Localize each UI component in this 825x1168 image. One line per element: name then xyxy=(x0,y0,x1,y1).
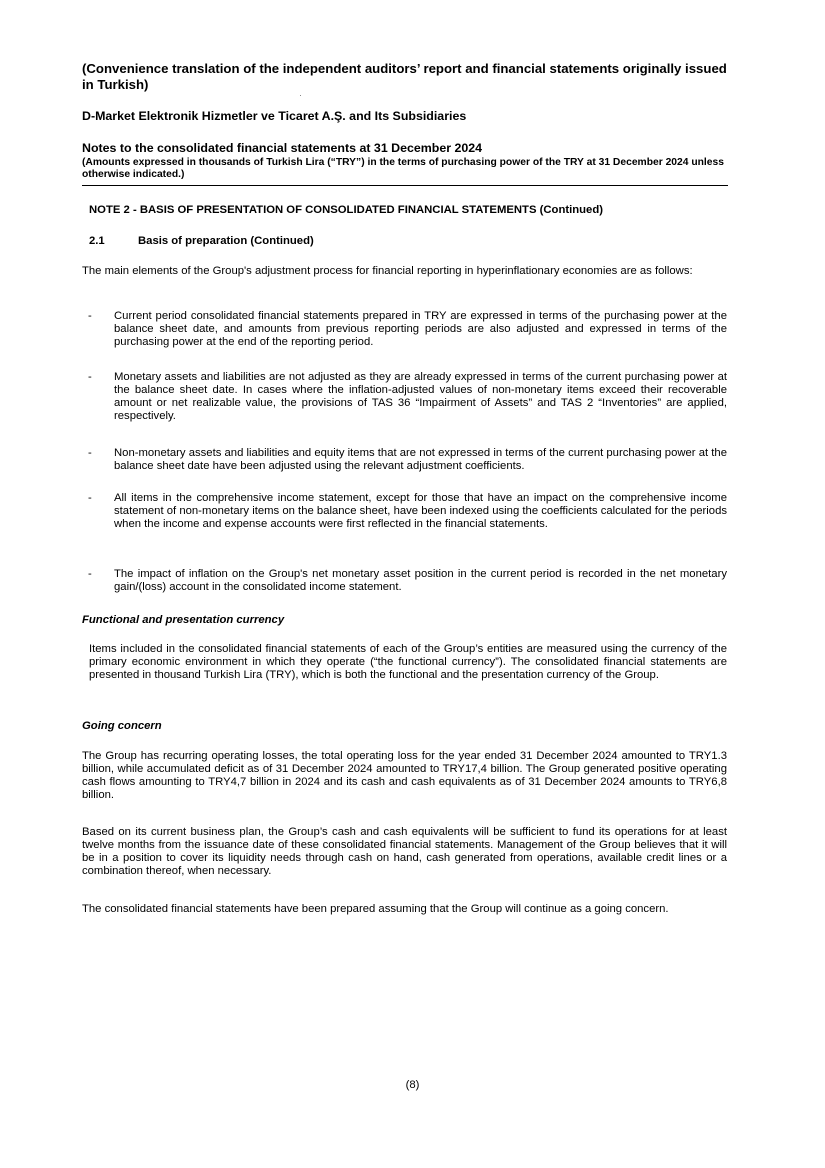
bullet-dash: - xyxy=(88,310,92,322)
bullet-item xyxy=(82,447,727,473)
going-concern-heading: Going concern xyxy=(82,720,162,732)
note-title: NOTE 2 - BASIS OF PRESENTATION OF CONSOLIDATED FINANCIAL STATEMENTS (Continued) xyxy=(89,204,603,216)
bullet-text: Monetary assets and liabilities are not adjusted as they are already expressed in terms of the current purchasing power at the balance sheet date. In cases where the inflation-adjusted values of non-monetary items exceed their recoverable amount or net realizable value, the provisions of TAS 36 “Impairment of Assets” and TAS 2 “Inventories” are applied, respectively. xyxy=(114,371,727,422)
bullet-item xyxy=(82,310,727,349)
bullet-text: Current period consolidated financial statements prepared in TRY are expressed in terms of the purchasing power at the balance sheet date, and amounts from previous reporting periods are also adjusted and expressed in terms of the purchasing power at the end of the reporting period. xyxy=(114,310,727,348)
bullet-dash: - xyxy=(88,568,92,580)
bullet-item xyxy=(82,492,727,531)
scan-speck xyxy=(300,95,301,96)
functional-currency-heading: Functional and presentation currency xyxy=(82,614,285,626)
bullet-dash: - xyxy=(88,371,92,383)
going-concern-paragraph: Based on its current business plan, the Group’s cash and cash equivalents will be sufficient to fund its operations for at least twelve months from the issuance date of these consolidated financial statements. Management of the Group believes that it will be in a position to cover its liquidity needs through cash on hand, cash generated from operations, available credit lines or a combination thereof, when necessary. xyxy=(82,826,727,877)
functional-currency-paragraph: Items included in the consolidated financial statements of each of the Group’s entities are measured using the currency of the primary economic environment in which they operate (“the functional currency”). The consolidated financial statements are presented in thousand Turkish Lira (TRY), which is both the functional and the presentation currency of the Group. xyxy=(89,643,727,681)
going-concern-paragraph: The Group has recurring operating losses, the total operating loss for the year ended 31 December 2024 amounted to TRY1.3 billion, while accumulated deficit as of 31 December 2024 amounted to TRY17,4 billion. The Group generated positive operating cash flows amounting to TRY4,7 billion in 2024 and its cash and cash equivalents as of 31 December 2024 amounts to TRY6,8 billion. xyxy=(82,750,727,801)
bullet-dash: - xyxy=(88,492,92,504)
header-rule xyxy=(82,185,728,186)
bullet-dash: - xyxy=(88,447,92,459)
page-number: (8) xyxy=(405,1079,420,1091)
intro-paragraph: The main elements of the Group's adjustment process for financial reporting in hyperinflationary economies are as follows: xyxy=(82,265,693,277)
convenience-translation-note: (Convenience translation of the independent auditors’ report and financial statements originally issued in Turkish) xyxy=(82,61,727,92)
amounts-note: (Amounts expressed in thousands of Turkish Lira (“TRY”) in the terms of purchasing power of the TRY at 31 December 2024 unless otherwise indicated.) xyxy=(82,157,724,181)
section-number: 2.1 xyxy=(89,235,105,247)
bullet-text: Non-monetary assets and liabilities and equity items that are not expressed in terms of the current purchasing power at the balance sheet date have been adjusted using the relevant adjustment coefficients. xyxy=(114,447,727,472)
section-heading xyxy=(89,235,314,248)
going-concern-paragraph: The consolidated financial statements have been prepared assuming that the Group will continue as a going concern. xyxy=(82,903,669,915)
bullet-item xyxy=(82,568,727,594)
bullet-text: All items in the comprehensive income statement, except for those that have an impact on the comprehensive income statement of non-monetary items on the balance sheet, have been indexed using the coefficients calculated for the periods when the income and expense accounts were first reflected in the financial statements. xyxy=(114,492,727,530)
section-title: Basis of preparation (Continued) xyxy=(138,235,314,247)
bullet-text: The impact of inflation on the Group's net monetary asset position in the current period is recorded in the net monetary gain/(loss) account in the consolidated income statement. xyxy=(114,568,727,593)
bullet-item xyxy=(82,371,727,423)
company-name: D-Market Elektronik Hizmetler ve Ticaret A.Ş. and Its Subsidiaries xyxy=(82,109,467,123)
notes-title: Notes to the consolidated financial statements at 31 December 2024 xyxy=(82,141,483,155)
